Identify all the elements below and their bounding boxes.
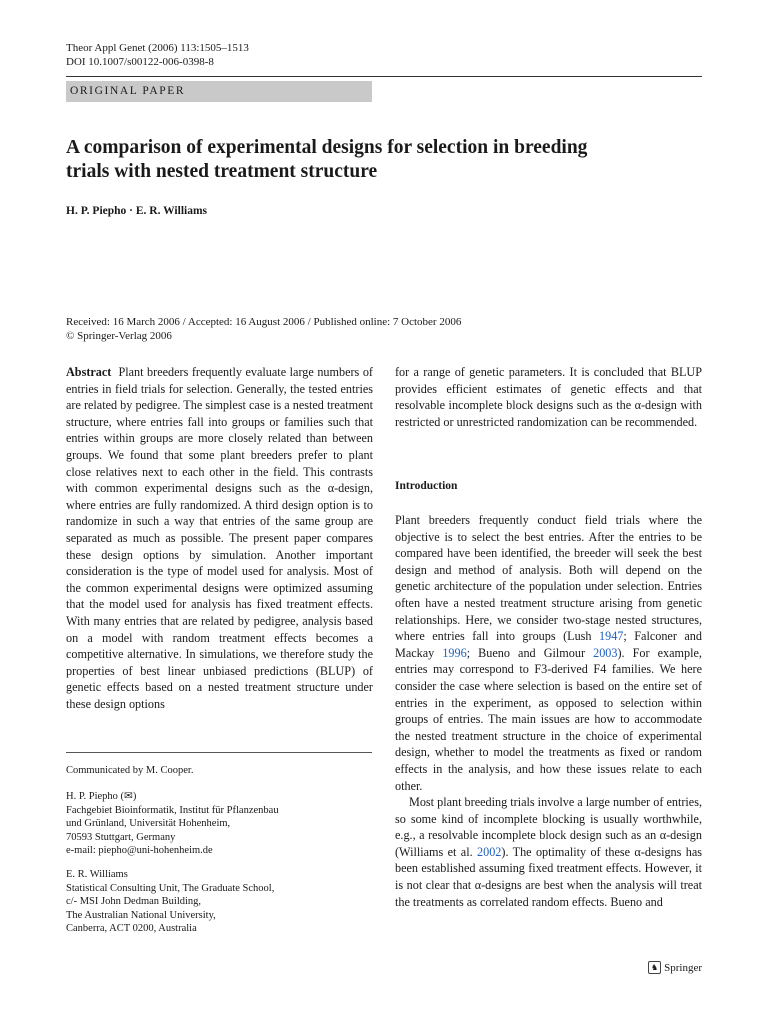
- affiliation-name: H. P. Piepho (✉): [66, 791, 137, 802]
- introduction-heading: Introduction: [395, 480, 458, 492]
- intro-p1-text-c: ; Bueno and Gilmour: [466, 645, 594, 660]
- springer-horse-icon: ♞: [648, 961, 661, 974]
- affiliation-name: E. R. Williams: [66, 869, 128, 880]
- footnote-rule: [66, 752, 372, 753]
- abstract-text: Plant breeders frequently evaluate large numbers of entries in field trials for selection. Generally, the tested entries are related by pedigree. The simplest case is a nested treatment structure, where entries fall into groups or families such that entries within groups are more closely related than between groups. We found that some plant breeders prefer to plant close relatives next to each other in the field. This contrasts with common experimental designs such as the α-design, where entries are fully randomized. A third design option is to randomize in such a way that entries of the same group are separated as much as possible. The present paper compares these design options by simulation. Another important consideration is the type of model used for analysis. Most of the common experimental designs were optimized assuming that the model used for analysis has fixed treatment effects. With many entries that are related by pedigree, analysis based on a model with random treatment effects becomes a competitive alternative. In simulations, we therefore study the properties of best linear unbiased predictions (BLUP) of genetic effects based on a nested treatment structure under these design options: [66, 365, 373, 711]
- citation-bueno-2003[interactable]: 2003: [593, 645, 618, 660]
- publisher-name: Springer: [664, 961, 702, 974]
- introduction-body: [395, 512, 702, 910]
- affiliation-line: Fachgebiet Bioinformatik, Institut für Pflanzenbau: [66, 804, 279, 816]
- intro-p2-text-a: Most plant breeding trials involve a large number of entries, so some kind of incomplete blocking is usually worthwhile, e.g., a resolvable incomplete block design such as an α-design (Williams et al.: [395, 795, 702, 859]
- title-line-2: trials with nested treatment structure: [66, 161, 378, 182]
- article-type-banner: ORIGINAL PAPER: [66, 81, 372, 102]
- abstract-label: Abstract: [66, 365, 112, 379]
- affiliation-line: The Australian National University,: [66, 909, 216, 921]
- affiliation-line: c/- MSI John Dedman Building,: [66, 896, 202, 907]
- intro-p2-text-b: ). The optimality of these α-designs has been established assuming fixed treatment effects. However, it is not clear that α-designs are best when the analysis will treat the treatments as correlated random effects. Bueno and: [395, 844, 702, 909]
- intro-p1-text-a: Plant breeders frequently conduct field trials where the objective is to select the best entries. After the entries to be compared have been identified, the breeder will seek the best design and method of analysis. Both will depend on the genetic architecture of the population under selection. Entries often have a nested treatment structure arising from genetic relationships. Here, we consider two-stage nested structures, where entries fall into groups (Lush: [395, 513, 702, 644]
- received-accepted-line: Received: 16 March 2006 / Accepted: 16 August 2006 / Published online: 7 October 2006: [66, 316, 462, 328]
- affiliation-line: 70593 Stuttgart, Germany: [66, 831, 176, 843]
- journal-citation: [66, 41, 249, 69]
- title-line-1: A comparison of experimental designs for selection in breeding: [66, 137, 588, 158]
- publisher-mark: [648, 961, 702, 974]
- communicated-note: Communicated by M. Cooper.: [66, 765, 194, 776]
- affiliation-email[interactable]: e-mail: piepho@uni-hohenheim.de: [66, 845, 213, 856]
- publication-dates: [66, 315, 461, 343]
- header-rule: [66, 76, 702, 77]
- intro-paragraph-2: [395, 794, 702, 910]
- citation-williams-2002[interactable]: 2002: [477, 844, 502, 859]
- copyright-line: © Springer-Verlag 2006: [66, 330, 172, 342]
- doi-line: DOI 10.1007/s00122-006-0398-8: [66, 56, 214, 68]
- citation-falconer-1996[interactable]: 1996: [442, 645, 467, 660]
- journal-line: Theor Appl Genet (2006) 113:1505–1513: [66, 42, 249, 54]
- intro-p1-text-d: ). For example, entries may correspond to F3-derived F4 families. We here consider the case where selection is based on the entire set of entries in the experiment, as opposed to selection within groups of entries. The main issues are how to accommodate the nested treatment structure in the choice of experimental design, whether to model the treatments as fixed or random effects in the analysis, and how these issues relate to each other.: [395, 645, 702, 793]
- abstract-continuation: for a range of genetic parameters. It is concluded that BLUP provides efficient estimates of genetic effects and that resolvable incomplete block designs such as the α-design with restricted or unrestricted randomization can be recommended.: [395, 365, 702, 429]
- author-list: H. P. Piepho · E. R. Williams: [66, 205, 208, 217]
- intro-paragraph-1: [395, 512, 702, 794]
- author-affiliation-williams: [66, 868, 274, 936]
- affiliation-line: Statistical Consulting Unit, The Graduate School,: [66, 882, 275, 894]
- author-affiliation-piepho: [66, 790, 279, 858]
- intro-p1-text-b: ; Falconer and Mackay: [395, 629, 702, 660]
- citation-lush-1947[interactable]: 1947: [599, 629, 624, 644]
- abstract: [66, 364, 373, 712]
- affiliation-line: Canberra, ACT 0200, Australia: [66, 923, 197, 934]
- article-title: [66, 136, 696, 184]
- affiliation-line: und Grünland, Universität Hohenheim,: [66, 818, 231, 829]
